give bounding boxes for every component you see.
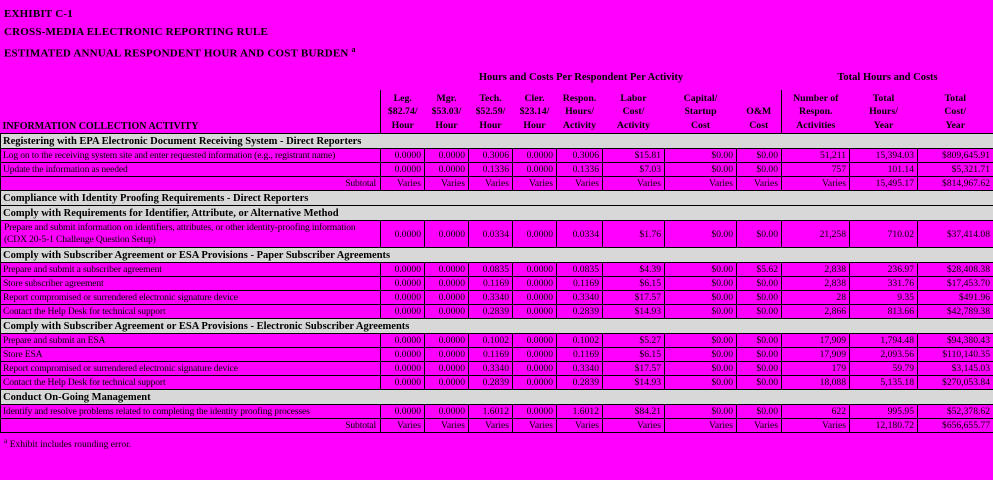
cell-om-cost: $0.00 <box>737 334 782 348</box>
cell-mgr-rate: 0.0000 <box>425 291 469 305</box>
cell-tech-rate: 0.0835 <box>469 263 513 277</box>
cell-total-cost-year: $52,378.62 <box>918 405 993 419</box>
cell-total-cost-year: $809,645.91 <box>918 149 993 163</box>
cell-total-hours-year: 236.97 <box>850 263 918 277</box>
section-row <box>1 206 993 221</box>
cell-number-respon-activities: 2,866 <box>782 305 850 319</box>
cell-tech-rate: 0.3340 <box>469 291 513 305</box>
column-header-total-hours-year: Total Hours/ Year <box>869 92 898 131</box>
group-header-spacer <box>1 66 381 90</box>
activity-label: Report compromised or surrendered electronic signature device <box>1 362 381 376</box>
cell-mgr-rate: 0.0000 <box>425 362 469 376</box>
table-row <box>1 334 993 348</box>
cell-om-cost: $0.00 <box>737 348 782 362</box>
cell-tech-rate: 0.1336 <box>469 163 513 177</box>
cell-capital-startup-cost: $0.00 <box>665 221 737 248</box>
cell-respon-hours-activity: 0.3006 <box>557 149 603 163</box>
cell-cler-rate: 0.0000 <box>513 149 557 163</box>
cell-respon-hours-activity: 0.3340 <box>557 291 603 305</box>
activity-label: Store subscriber agreement <box>1 277 381 291</box>
cell-labor-cost-activity: $1.76 <box>603 221 665 248</box>
table-row <box>1 149 993 163</box>
cell-mgr-rate: 0.0000 <box>425 277 469 291</box>
cell-total-cost-year: $270,053.84 <box>918 376 993 390</box>
cell-leg-rate: 0.0000 <box>381 263 425 277</box>
section-row <box>1 390 993 405</box>
cell-respon-hours-activity: Varies <box>557 419 603 433</box>
cell-cler-rate: Varies <box>513 419 557 433</box>
cell-cler-rate: 0.0000 <box>513 221 557 248</box>
table-row <box>1 291 993 305</box>
table-row <box>1 263 993 277</box>
cell-respon-hours-activity: Varies <box>557 177 603 191</box>
cell-capital-startup-cost: $0.00 <box>665 405 737 419</box>
cell-total-cost-year: $5,321.71 <box>918 163 993 177</box>
footnote-text: Exhibit includes rounding error. <box>9 440 132 451</box>
cell-capital-startup-cost: Varies <box>665 419 737 433</box>
cell-leg-rate: Varies <box>381 419 425 433</box>
activity-label: Log on to the receiving system site and enter requested information (e.g., registrant name) <box>1 149 381 163</box>
cell-om-cost: $0.00 <box>737 376 782 390</box>
column-header-activity: INFORMATION COLLECTION ACTIVITY <box>2 121 199 133</box>
cell-capital-startup-cost: $0.00 <box>665 334 737 348</box>
section-row <box>1 134 993 149</box>
cell-number-respon-activities: Varies <box>782 177 850 191</box>
footnote-mark: a <box>4 436 8 446</box>
cell-number-respon-activities: Varies <box>782 419 850 433</box>
cell-tech-rate: 0.1169 <box>469 348 513 362</box>
cell-leg-rate: 0.0000 <box>381 291 425 305</box>
cell-mgr-rate: 0.0000 <box>425 149 469 163</box>
cell-om-cost: $0.00 <box>737 163 782 177</box>
section-label: Registering with EPA Electronic Document Receiving System - Direct Reporters <box>1 134 993 149</box>
cell-leg-rate: 0.0000 <box>381 221 425 248</box>
cell-cler-rate: 0.0000 <box>513 376 557 390</box>
cell-total-cost-year: $3,145.03 <box>918 362 993 376</box>
cell-number-respon-activities: 17,909 <box>782 334 850 348</box>
cell-number-respon-activities: 17,909 <box>782 348 850 362</box>
cell-capital-startup-cost: $0.00 <box>665 263 737 277</box>
cell-cler-rate: 0.0000 <box>513 334 557 348</box>
cell-total-hours-year: 12,180.72 <box>850 419 918 433</box>
activity-label: Contact the Help Desk for technical support <box>1 305 381 319</box>
cell-labor-cost-activity: Varies <box>603 419 665 433</box>
cell-tech-rate: 0.0334 <box>469 221 513 248</box>
cell-total-hours-year: 2,093.56 <box>850 348 918 362</box>
cell-total-hours-year: 9.35 <box>850 291 918 305</box>
activity-label: Contact the Help Desk for technical support <box>1 376 381 390</box>
cell-leg-rate: 0.0000 <box>381 149 425 163</box>
cell-leg-rate: Varies <box>381 177 425 191</box>
cell-number-respon-activities: 28 <box>782 291 850 305</box>
section-label: Comply with Subscriber Agreement or ESA Provisions - Electronic Subscriber Agreements <box>1 319 993 334</box>
cell-om-cost: $0.00 <box>737 291 782 305</box>
cell-capital-startup-cost: $0.00 <box>665 348 737 362</box>
cell-respon-hours-activity: 1.6012 <box>557 405 603 419</box>
cell-number-respon-activities: 18,088 <box>782 376 850 390</box>
cell-capital-startup-cost: $0.00 <box>665 376 737 390</box>
subtotal-label: Subtotal <box>1 177 381 191</box>
cell-om-cost: Varies <box>737 177 782 191</box>
column-header-number-respon-activities: Number of Respon. Activities <box>782 90 850 134</box>
cell-total-hours-year: 331.76 <box>850 277 918 291</box>
column-header-om-cost: O&M Cost <box>746 106 772 131</box>
cell-om-cost: $0.00 <box>737 362 782 376</box>
activity-label: Prepare and submit information on identifiers, attributes, or other identity-proofing information (CDX 20-5-1 Challenge Question Setup) <box>1 221 381 248</box>
cell-respon-hours-activity: 0.2839 <box>557 305 603 319</box>
section-label: Compliance with Identity Proofing Requirements - Direct Reporters <box>1 191 993 206</box>
cell-labor-cost-activity: $17.57 <box>603 291 665 305</box>
cell-total-hours-year: 59.79 <box>850 362 918 376</box>
group-header-row <box>1 66 993 90</box>
column-header-tech-rate: Tech. $52.59/ Hour <box>475 92 506 131</box>
cell-om-cost: $0.00 <box>737 305 782 319</box>
section-row <box>1 248 993 263</box>
cell-leg-rate: 0.0000 <box>381 163 425 177</box>
cell-total-cost-year: $94,380.43 <box>918 334 993 348</box>
cell-number-respon-activities: 21,258 <box>782 221 850 248</box>
cell-cler-rate: 0.0000 <box>513 277 557 291</box>
cell-tech-rate: 0.1169 <box>469 277 513 291</box>
cell-tech-rate: 0.3006 <box>469 149 513 163</box>
cell-total-cost-year: $814,967.62 <box>918 177 993 191</box>
cell-mgr-rate: 0.0000 <box>425 221 469 248</box>
cell-labor-cost-activity: $5.27 <box>603 334 665 348</box>
cell-total-hours-year: 15,495.17 <box>850 177 918 191</box>
cell-capital-startup-cost: $0.00 <box>665 362 737 376</box>
cell-capital-startup-cost: Varies <box>665 177 737 191</box>
table-row <box>1 348 993 362</box>
activity-label: Report compromised or surrendered electronic signature device <box>1 291 381 305</box>
cell-respon-hours-activity: 0.0835 <box>557 263 603 277</box>
cell-number-respon-activities: 2,838 <box>782 277 850 291</box>
section-label: Conduct On-Going Management <box>1 390 993 405</box>
cell-cler-rate: Varies <box>513 177 557 191</box>
subtotal-row <box>1 419 993 433</box>
cell-capital-startup-cost: $0.00 <box>665 149 737 163</box>
burden-subtitle-text: ESTIMATED ANNUAL RESPONDENT HOUR AND COST BURDEN <box>4 47 349 60</box>
cell-om-cost: $0.00 <box>737 277 782 291</box>
cell-number-respon-activities: 2,838 <box>782 263 850 277</box>
cell-labor-cost-activity: $17.57 <box>603 362 665 376</box>
table-row <box>1 163 993 177</box>
table-row <box>1 277 993 291</box>
cell-respon-hours-activity: 0.1169 <box>557 277 603 291</box>
cell-om-cost: Varies <box>737 419 782 433</box>
cell-cler-rate: 0.0000 <box>513 163 557 177</box>
cell-cler-rate: 0.0000 <box>513 362 557 376</box>
cell-labor-cost-activity: $84.21 <box>603 405 665 419</box>
column-header-labor-cost-activity: Labor Cost/ Activity <box>616 92 651 131</box>
cell-tech-rate: 0.3340 <box>469 362 513 376</box>
cell-capital-startup-cost: $0.00 <box>665 305 737 319</box>
column-header-total-cost-year: Total Cost/ Year <box>918 90 993 134</box>
cell-number-respon-activities: 757 <box>782 163 850 177</box>
burden-table <box>0 66 993 434</box>
cell-tech-rate: 0.2839 <box>469 376 513 390</box>
cell-leg-rate: 0.0000 <box>381 376 425 390</box>
group-header-totals: Total Hours and Costs <box>837 72 938 84</box>
cell-respon-hours-activity: 0.1336 <box>557 163 603 177</box>
cell-labor-cost-activity: Varies <box>603 177 665 191</box>
cell-mgr-rate: 0.0000 <box>425 405 469 419</box>
cell-cler-rate: 0.0000 <box>513 263 557 277</box>
cell-total-cost-year: $17,453.70 <box>918 277 993 291</box>
cell-tech-rate: 0.1002 <box>469 334 513 348</box>
column-header-leg-rate: Leg. $82.74/ Hour <box>381 90 425 134</box>
cell-labor-cost-activity: $6.15 <box>603 277 665 291</box>
section-label: Comply with Subscriber Agreement or ESA Provisions - Paper Subscriber Agreements <box>1 248 993 263</box>
table-row <box>1 362 993 376</box>
cell-labor-cost-activity: $4.39 <box>603 263 665 277</box>
column-header-respon-hours-activity: Respon. Hours/ Activity <box>562 92 597 131</box>
activity-label: Store ESA <box>1 348 381 362</box>
column-header-capital-startup-cost: Capital/ Startup Cost <box>683 92 718 131</box>
cell-om-cost: $0.00 <box>737 221 782 248</box>
cell-labor-cost-activity: $6.15 <box>603 348 665 362</box>
cell-total-hours-year: 5,135.18 <box>850 376 918 390</box>
cell-leg-rate: 0.0000 <box>381 277 425 291</box>
title-footnote-mark: a <box>351 45 356 54</box>
section-row <box>1 319 993 334</box>
cell-leg-rate: 0.0000 <box>381 405 425 419</box>
cell-capital-startup-cost: $0.00 <box>665 277 737 291</box>
cell-capital-startup-cost: $0.00 <box>665 291 737 305</box>
cell-cler-rate: 0.0000 <box>513 348 557 362</box>
cell-mgr-rate: 0.0000 <box>425 305 469 319</box>
cell-total-cost-year: $28,408.38 <box>918 263 993 277</box>
cell-respon-hours-activity: 0.1002 <box>557 334 603 348</box>
cell-leg-rate: 0.0000 <box>381 334 425 348</box>
cell-leg-rate: 0.0000 <box>381 305 425 319</box>
cell-labor-cost-activity: $14.93 <box>603 305 665 319</box>
cell-om-cost: $0.00 <box>737 149 782 163</box>
title-block <box>0 0 993 63</box>
cell-mgr-rate: 0.0000 <box>425 263 469 277</box>
table-row <box>1 405 993 419</box>
subtotal-label: Subtotal <box>1 419 381 433</box>
cell-mgr-rate: 0.0000 <box>425 334 469 348</box>
cell-mgr-rate: 0.0000 <box>425 348 469 362</box>
cell-mgr-rate: Varies <box>425 419 469 433</box>
cell-total-hours-year: 1,794.48 <box>850 334 918 348</box>
cell-tech-rate: 1.6012 <box>469 405 513 419</box>
cell-cler-rate: 0.0000 <box>513 305 557 319</box>
cell-number-respon-activities: 51,211 <box>782 149 850 163</box>
cell-respon-hours-activity: 0.0334 <box>557 221 603 248</box>
cell-cler-rate: 0.0000 <box>513 405 557 419</box>
cell-leg-rate: 0.0000 <box>381 348 425 362</box>
cell-number-respon-activities: 179 <box>782 362 850 376</box>
activity-label: Identify and resolve problems related to completing the identity proofing processes <box>1 405 381 419</box>
cell-respon-hours-activity: 0.3340 <box>557 362 603 376</box>
cell-total-cost-year: $42,789.38 <box>918 305 993 319</box>
burden-subtitle <box>4 41 993 63</box>
column-header-row <box>1 90 993 134</box>
cell-mgr-rate: Varies <box>425 177 469 191</box>
cell-labor-cost-activity: $7.03 <box>603 163 665 177</box>
cell-total-cost-year: $37,414.08 <box>918 221 993 248</box>
cell-number-respon-activities: 622 <box>782 405 850 419</box>
table-row <box>1 305 993 319</box>
subtotal-row <box>1 177 993 191</box>
column-header-cler-rate: Cler. $23.14/ Hour <box>519 92 550 131</box>
cell-respon-hours-activity: 0.1169 <box>557 348 603 362</box>
cell-tech-rate: Varies <box>469 177 513 191</box>
cell-total-hours-year: 710.02 <box>850 221 918 248</box>
cell-labor-cost-activity: $14.93 <box>603 376 665 390</box>
cell-cler-rate: 0.0000 <box>513 291 557 305</box>
section-label: Comply with Requirements for Identifier, Attribute, or Alternative Method <box>1 206 993 221</box>
exhibit-number: EXHIBIT C-1 <box>4 8 73 20</box>
cell-total-hours-year: 995.95 <box>850 405 918 419</box>
cell-capital-startup-cost: $0.00 <box>665 163 737 177</box>
rule-title: CROSS-MEDIA ELECTRONIC REPORTING RULE <box>4 26 269 38</box>
cell-tech-rate: Varies <box>469 419 513 433</box>
cell-mgr-rate: 0.0000 <box>425 163 469 177</box>
cell-total-hours-year: 813.66 <box>850 305 918 319</box>
cell-total-hours-year: 15,394.03 <box>850 149 918 163</box>
table-row <box>1 376 993 390</box>
cell-leg-rate: 0.0000 <box>381 362 425 376</box>
cell-om-cost: $0.00 <box>737 405 782 419</box>
cell-total-cost-year: $656,655.77 <box>918 419 993 433</box>
activity-label: Update the information as needed <box>1 163 381 177</box>
footnote <box>0 433 993 450</box>
cell-total-cost-year: $491.96 <box>918 291 993 305</box>
cell-om-cost: $5.62 <box>737 263 782 277</box>
cell-labor-cost-activity: $15.81 <box>603 149 665 163</box>
activity-label: Prepare and submit a subscriber agreement <box>1 263 381 277</box>
activity-label: Prepare and submit an ESA <box>1 334 381 348</box>
cell-respon-hours-activity: 0.2839 <box>557 376 603 390</box>
column-header-mgr-rate: Mgr. $53.03/ Hour <box>431 92 462 131</box>
section-row <box>1 191 993 206</box>
cell-tech-rate: 0.2839 <box>469 305 513 319</box>
group-header-per-activity: Hours and Costs Per Respondent Per Activity <box>478 72 684 84</box>
table-row <box>1 221 993 248</box>
cell-total-cost-year: $110,140.35 <box>918 348 993 362</box>
cell-total-hours-year: 101.14 <box>850 163 918 177</box>
cell-mgr-rate: 0.0000 <box>425 376 469 390</box>
